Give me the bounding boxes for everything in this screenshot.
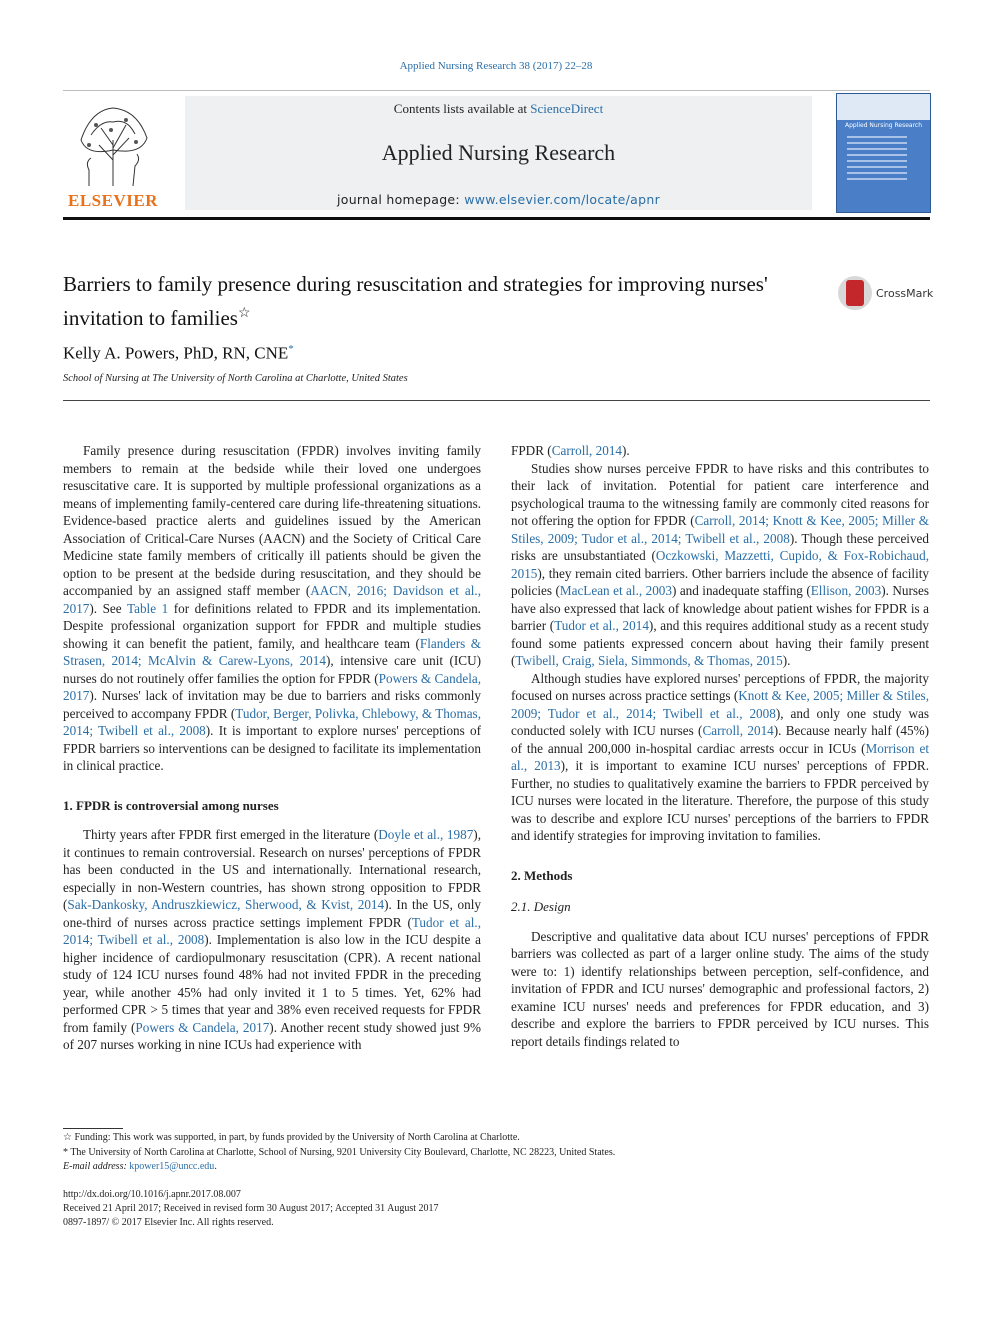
crossmark-icon [838,276,872,310]
homepage-link[interactable]: www.elsevier.com/locate/apnr [464,192,661,207]
funding-footnote: ☆ Funding: This work was supported, in part, by funds provided by the University of North Carolina at Charlotte. [63,1132,520,1143]
crossmark-label: CrossMark [876,287,934,300]
citation-link[interactable]: Tudor, Berger, Polivka, Chlebowy, & Thomas, 2014; Twibell et al., 2008 [63,705,481,738]
citation-link[interactable]: Powers & Candela, 2017 [63,670,482,703]
contents-line [185,101,812,117]
citation-link[interactable]: Knott & Kee, 2005; Miller & Stiles, 2009; Tudor et al., 2014; Twibell et al., 2008 [511,688,929,721]
citation-link[interactable]: Tudor et al., 2014; Twibell et al., 2008 [63,914,481,947]
journal-title: Applied Nursing Research [381,140,616,165]
title-divider [63,400,930,401]
header-divider [63,90,930,91]
intro-paragraph: Family presence during resuscitation (FPDR) involves inviting family members to remain at the bedside while their loved one undergoes resuscitative care. It is supported by multiple professional organizations as a means of implementing family-centered care during life-threatening situations. Evidence-based practice alerts and guidelines issued by the American Association of Critical-Care Nurses (AACN) and the Society of Critical Care Medicine state family members of critically ill patients should be given the option to be present at the bedside during resuscitation, and they should be accompanied by an assigned staff member (AACN, 2016; Davidson et al., 2017). See Table 1 for definitions related to FPDR and its implementation. Despite professional organization support for FPDR and multiple studies showing it can benefit the patient, family, and healthcare team (Flanders & Strasen, 2014; McAlvin & Carew-Lyons, 2014), intensive care unit (ICU) nurses do not routinely offer families the option for FPDR (Powers & Candela, 2017). Nurses' lack of invitation may be due to barriers and risks commonly perceived to accompany FPDR (Tudor, Berger, Polivka, Chlebowy, & Thomas, 2014; Twibell et al., 2008). It is important to explore nurses' perceptions of FPDR barriers so interventions can be designed to facilitate its implementation in clinical practice. [63,443,482,773]
footnote-divider [63,1128,123,1129]
citation-link[interactable]: Sak-Dankosky, Andruszkiewicz, Sherwood, & Kvist, 2014 [67,897,385,912]
sciencedirect-link[interactable]: ScienceDirect [530,101,604,116]
subsection-heading-2-1: 2.1. Design [511,899,571,914]
left-column [63,442,481,1054]
citation-link[interactable]: Twibell, Craig, Siela, Simmonds, & Thomas, 2015 [515,653,783,668]
citation-link[interactable]: Carroll, 2014 [551,443,623,458]
author-affiliation: School of Nursing at The University of North Carolina at Charlotte, United States [63,373,408,384]
author-footnote-mark[interactable]: * [288,343,294,355]
homepage-line [185,192,812,207]
citation-link[interactable]: Flanders & Strasen, 2014; McAlvin & Carew-Lyons, 2014 [63,635,481,668]
risks-paragraph: Studies show nurses perceive FPDR to have risks and this contributes to their lack of invitation. Potential for patient care interference and psychological trauma to the witnessing family are commonly cited reasons for not offering the option for FPDR (Carroll, 2014; Knott & Kee, 2005; Miller & Stiles, 2009; Tudor et al., 2014; Twibell et al., 2008). Though these perceived risks are unsubstantiated (Oczkowski, Mazzetti, Cupido, & Fox-Robichaud, 2015), they remain cited barriers. Other barriers include the absence of facility policies (MacLean et al., 2003) and inadequate staffing (Ellison, 2003). Nurses have also expressed that lack of knowledge about patient wishes for FPDR is a barrier (Tudor et al., 2014), and this requires additional study as a recent study found some patients expressed concern about having their family present (Twibell, Craig, Siela, Simmonds, & Thomas, 2015). [511,460,929,668]
crossmark-badge[interactable] [838,276,938,310]
citation-link[interactable]: Ellison, 2003 [810,583,882,598]
correspondence-footnote: * The University of North Carolina at Charlotte, School of Nursing, 9201 University City Boulevard, Charlotte, NC 28223, United States. [63,1147,616,1158]
citation-link[interactable]: AACN, 2016; Davidson et al., 2017 [63,583,481,616]
continued-paragraph: FPDR (Carroll, 2014). [511,443,630,458]
copyright-line: 0897-1897/ © 2017 Elsevier Inc. All rights reserved. [63,1217,274,1228]
table-link[interactable]: Table 1 [126,600,169,616]
author-name: Kelly A. Powers, PhD, RN, CNE [63,343,289,363]
citation-link[interactable]: MacLean et al., 2003 [559,583,672,598]
email-link[interactable]: kpower15@uncc.edu [129,1161,215,1172]
cover-decoration [847,136,907,184]
journal-cover-thumbnail[interactable] [836,93,931,213]
citation-link[interactable]: Carroll, 2014 [702,723,774,738]
email-footnote: E-mail address: kpower15@uncc.edu. [63,1161,217,1172]
author-line [63,343,294,364]
article-dates: Received 21 April 2017; Received in revised form 30 August 2017; Accepted 31 August 2017 [63,1203,439,1214]
cover-header [837,94,930,120]
section-heading-2: 2. Methods [511,867,573,883]
design-paragraph: Descriptive and qualitative data about ICU nurses' perceptions of FPDR barriers was collected as part of a larger online study. The aims of the study were to: 1) identify relationships between perception, self-confidence, and invitation of FPDR and ICU nurses' demographic and professional factors, 2) examine ICU nurses' needs and preferences for FPDR education, and 3) describe and explore the barriers to FPDR perceived by ICU nurses. This report details findings related to [511,928,929,1049]
journal-citation[interactable]: Applied Nursing Research 38 (2017) 22–28 [399,60,593,72]
elsevier-logo[interactable] [63,96,163,211]
citation-link[interactable]: Powers & Candela, 2017 [135,1019,270,1035]
contents-prefix: Contents lists available at [393,101,531,116]
cover-title: Applied Nursing Research [844,122,923,129]
email-label: E-mail address: [63,1161,130,1172]
publisher-name: ELSEVIER [68,191,158,210]
title-footnote-mark[interactable]: ☆ [237,306,251,321]
purpose-paragraph: Although studies have explored nurses' perceptions of FPDR, the majority focused on nurses across practice settings (Knott & Kee, 2005; Miller & Stiles, 2009; Tudor et al., 2014; Twibell et al., 2008), and only one study was conducted solely with ICU nurses (Carroll, 2014). Because nearly half (45%) of the annual 200,000 in-hospital cardiac arrests occur in ICUs (Morrison et al., 2013), it is important to examine ICU nurses' perceptions of FPDR. Further, no studies to qualitatively examine the barriers to FPDR perceived by ICU nurses were located in the literature. Therefore, the purpose of this study was to describe and explore ICU nurses' perceptions of the barriers to FPDR and identify strategies for improving invitation to families. [511,670,929,843]
right-column [511,442,929,1050]
section-heading-1: 1. FPDR is controversial among nurses [63,797,279,813]
elsevier-tree-icon [71,100,155,186]
homepage-prefix: journal homepage: [336,192,465,207]
article-title-text: Barriers to family presence during resuscitation and strategies for improving nurses' invitation to families [63,272,768,330]
header-thick-divider [63,217,930,220]
doi-link[interactable]: http://dx.doi.org/10.1016/j.apnr.2017.08.007 [63,1189,241,1200]
journal-banner [185,96,812,210]
citation-link[interactable]: Doyle et al., 1987 [378,827,474,842]
citation-link[interactable]: Carroll, 2014; Knott & Kee, 2005; Miller & Stiles, 2009; Tudor et al., 2014; Twibell et al., 2008 [511,513,929,546]
article-title [63,270,823,333]
citation-link[interactable]: Tudor et al., 2014 [554,618,649,633]
citation-link[interactable]: Oczkowski, Mazzetti, Cupido, & Fox-Robichaud, 2015 [511,548,929,581]
citation-link[interactable]: Morrison et al., 2013 [511,740,929,773]
section1-paragraph: Thirty years after FPDR first emerged in the literature (Doyle et al., 1987), it continues to remain controversial. Research on nurses' perceptions of FPDR has been conducted in the US and internationally. International research, especially in non-Western countries, has shown strong opposition to FPDR (Sak-Dankosky, Andruszkiewicz, Sherwood, & Kvist, 2014). In the US, only one-third of nurses across practice settings implement FPDR (Tudor et al., 2014; Twibell et al., 2008). Implementation is also low in the ICU despite a higher incidence of cardiopulmonary resuscitation (CPR). A recent national study of 124 ICU nurses found 48% had not invited FPDR in the preceding year, while another 45% had only invited it 1 to 5 times. Yet, 62% had performed CPR > 5 times that year and 38% even received requests for FPDR from family (Powers & Candela, 2017). Another recent study showed just 9% of 207 nurses working in nine ICUs had experience with [63,827,482,1052]
